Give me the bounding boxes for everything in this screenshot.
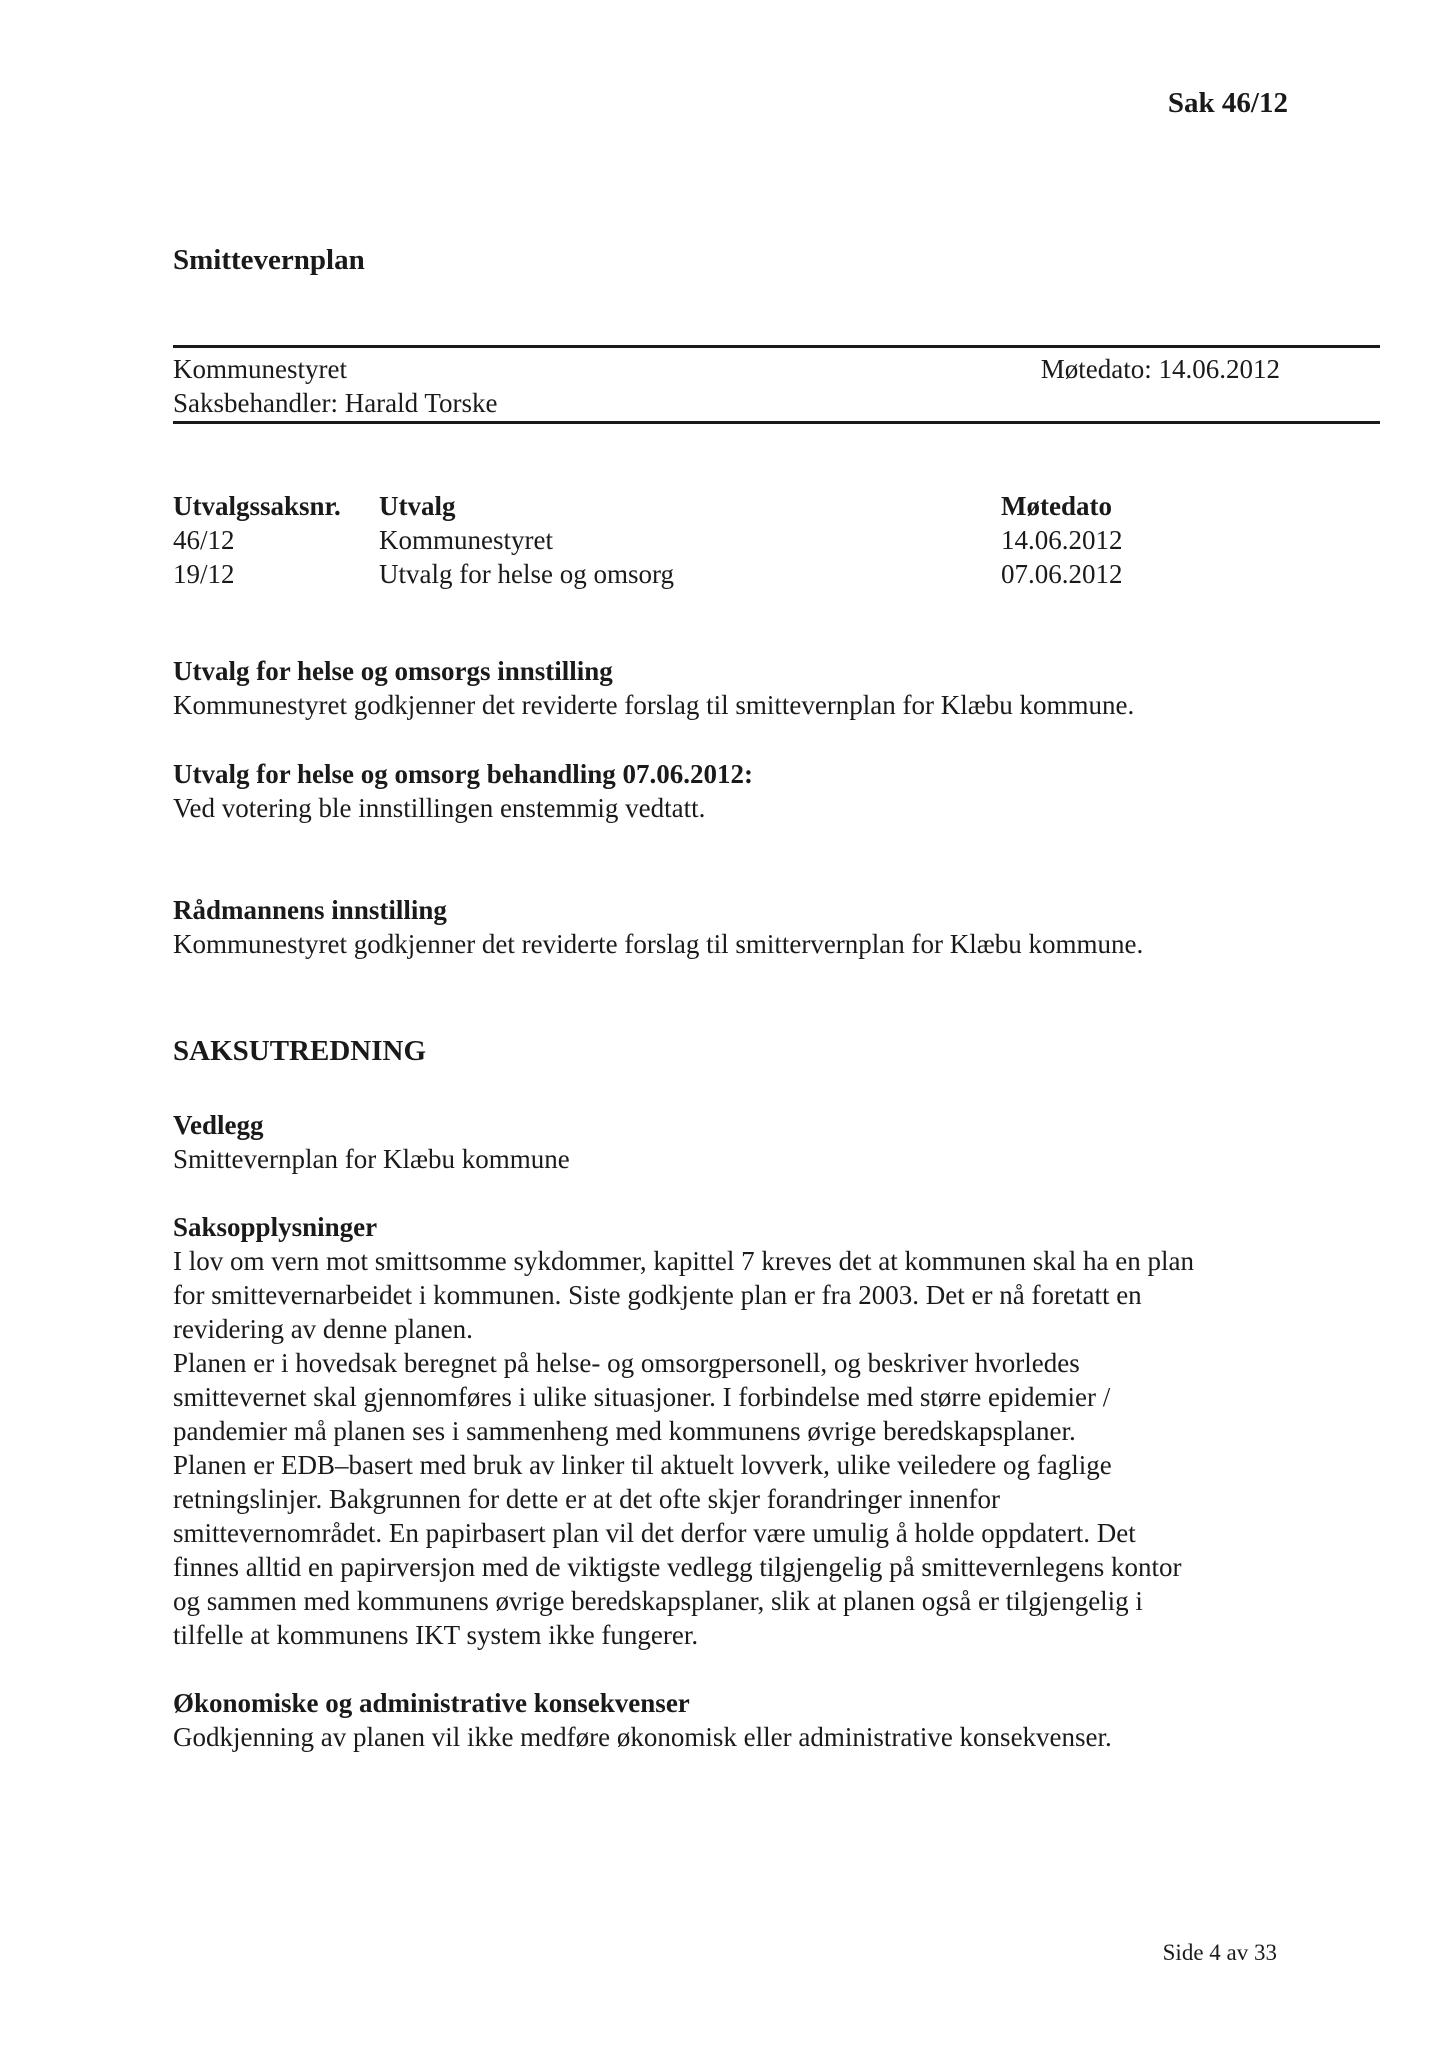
section-heading: Vedlegg xyxy=(173,1110,264,1140)
text-line: revidering av denne planen. xyxy=(173,1314,473,1344)
cell-saksnr: 46/12 xyxy=(173,525,235,555)
section-behandling xyxy=(173,757,1303,825)
section-text: Godkjenning av planen vil ikke medføre økonomisk eller administrative konsekvenser. xyxy=(173,1722,1112,1752)
header-utvalg: Utvalg xyxy=(379,491,456,521)
text-line: Planen er i hovedsak beregnet på helse- og omsorgpersonell, og beskriver hvorledes xyxy=(173,1348,1080,1378)
header-motedato: Møtedato xyxy=(1001,491,1112,521)
cell-utvalg: Kommunestyret xyxy=(379,525,553,555)
text-line: smittevernet skal gjennomføres i ulike situasjoner. I forbindelse med større epidemier / xyxy=(173,1382,1111,1412)
case-number-header: Sak 46/12 xyxy=(1167,87,1288,119)
cell-motedato: 14.06.2012 xyxy=(1001,525,1123,555)
document-title: Smittevernplan xyxy=(173,244,365,276)
section-vedlegg xyxy=(173,1108,1303,1176)
section-heading: SAKSUTREDNING xyxy=(173,1035,426,1067)
cell-motedato: 07.06.2012 xyxy=(1001,559,1123,589)
text-line: smittevernområdet. En papirbasert plan vil det derfor være umulig å holde oppdatert. Det xyxy=(173,1518,1136,1548)
cell-utvalg: Utvalg for helse og omsorg xyxy=(379,559,674,589)
section-radmannens-innstilling xyxy=(173,893,1303,961)
section-text: Kommunestyret godkjenner det reviderte forslag til smittervernplan for Klæbu kommune. xyxy=(173,929,1144,959)
table-row xyxy=(173,557,1201,591)
meta-motedato: Møtedato: 14.06.2012 xyxy=(1040,354,1280,384)
meta-saksbehandler: Saksbehandler: Harald Torske xyxy=(173,388,498,418)
meta-organ: Kommunestyret xyxy=(173,354,347,384)
meta-block xyxy=(173,345,1380,424)
text-line: retningslinjer. Bakgrunnen for dette er at det ofte skjer forandringer innenfor xyxy=(173,1484,1000,1514)
cell-saksnr: 19/12 xyxy=(173,559,235,589)
section-heading: Utvalg for helse og omsorgs innstilling xyxy=(173,656,613,686)
section-heading: Økonomiske og administrative konsekvenser xyxy=(173,1688,690,1718)
case-table-header xyxy=(173,489,1201,523)
section-heading: Saksopplysninger xyxy=(173,1212,378,1242)
text-line: pandemier må planen ses i sammenheng med kommunens øvrige beredskapsplaner. xyxy=(173,1416,1076,1446)
header-saksnr: Utvalgssaksnr. xyxy=(173,491,341,521)
text-line: tilfelle at kommunens IKT system ikke fungerer. xyxy=(173,1620,699,1650)
section-heading: Utvalg for helse og omsorg behandling 07.06.2012: xyxy=(173,759,754,789)
text-line: for smittevernarbeidet i kommunen. Siste godkjente plan er fra 2003. Det er nå foretatt en xyxy=(173,1280,1142,1310)
text-line: finnes alltid en papirversjon med de viktigste vedlegg tilgjengelig på smittevernlegens kontor xyxy=(173,1552,1182,1582)
section-saksopplysninger xyxy=(173,1210,1303,1652)
text-line: og sammen med kommunens øvrige beredskapsplaner, slik at planen også er tilgjengelig i xyxy=(173,1586,1143,1616)
section-saksutredning xyxy=(173,1034,1303,1068)
page-number: Side 4 av 33 xyxy=(1162,1940,1277,1965)
section-text: Smittevernplan for Klæbu kommune xyxy=(173,1144,570,1174)
section-utvalg-innstilling xyxy=(173,654,1303,722)
text-line: I lov om vern mot smittsomme sykdommer, kapittel 7 kreves det at kommunen skal ha en plan xyxy=(173,1246,1194,1276)
text-line: Planen er EDB–basert med bruk av linker til aktuelt lovverk, ulike veiledere og faglige xyxy=(173,1450,1112,1480)
section-heading: Rådmannens innstilling xyxy=(173,895,447,925)
section-okonomiske-konsekvenser xyxy=(173,1686,1303,1754)
meta-row-saksbehandler xyxy=(173,386,1380,420)
section-text: Kommunestyret godkjenner det reviderte forslag til smittevernplan for Klæbu kommune. xyxy=(173,690,1135,720)
case-table xyxy=(173,489,1201,591)
meta-row-organ xyxy=(173,352,1380,386)
section-text: Ved votering ble innstillingen enstemmig vedtatt. xyxy=(173,793,706,823)
table-row xyxy=(173,523,1201,557)
